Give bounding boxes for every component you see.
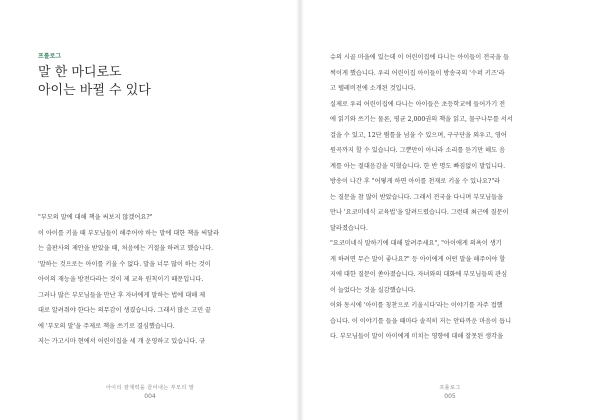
left-page-footer [0, 384, 300, 400]
text-line: 실제로 우리 어린이집에 다니는 아이들은 초등학교에 들어가기 전 [330, 100, 506, 108]
text-line: 다. 부모님들이 말이 아이에게 미치는 영향에 대해 잘못된 생각을 [330, 333, 504, 340]
right-page [300, 0, 600, 420]
page-number: 004 [144, 393, 156, 400]
running-footer: 프롤로그 [439, 385, 461, 391]
text-line: '말하는 것으로는 아이를 키울 수 없다. 말을 너무 많이 하는 것이 [38, 260, 211, 268]
text-line: 에 '부모의 말'을 주제로 책을 쓰기로 결심했습니다. [38, 322, 175, 330]
running-footer: 아이의 잠재력을 끌어내는 부모의 말 [105, 385, 195, 391]
right-body-text [330, 50, 568, 345]
text-line: 이 늘었다는 것을 실감했습니다. [330, 286, 416, 294]
text-line: 달라졌습니다. [330, 224, 368, 232]
text-line: 저는 가고시마 현에서 어린이집을 세 개 운영하고 있습니다. 규 [38, 338, 206, 345]
text-line: 계를 아는 절대음감을 익혔습니다. 한 반 명도 빠짐없이 말입니다. [330, 162, 506, 170]
text-line: 걸을 수 있고, 12단 뜀틀을 넘을 수 있으며, 구구단을 외우고, 영어 [330, 131, 507, 139]
text-line: 아이의 재능을 방전다라는 것이 제 교육 원칙이기 때문입니다. [38, 276, 204, 283]
text-line: "요코미네식 말하기에 대해 알려주세요", "아이에게 의욕이 생기 [330, 240, 502, 247]
text-line: 이와 동시에 '아이를 칭찬으로 키울시다'라는 이야기를 자주 접했 [330, 302, 503, 309]
text-line: 에 읽기와 쓰기는 물론, 평균 2,000권의 책을 읽고, 물구나무를 서서 [330, 116, 513, 123]
title-line: 아이는 바뀔 수 있다 [38, 83, 151, 98]
text-line: 는 출판사의 제안을 받았을 때, 처음에는 거절을 하려고 했습니다. [38, 245, 214, 252]
text-line: 고 텔레비전에 소개된 것입니다. [330, 85, 416, 92]
text-line: 는 질문을 참 많이 받았습니다. 그래서 전국을 다니며 부모님들을 [330, 193, 504, 201]
title-line: 말 한 마디로도 [38, 65, 122, 80]
text-line: 슈의 시골 마을에 있는데 이 어린이집에 다니는 아이들이 전국을 들 [330, 54, 510, 61]
text-line: 원곡까지 할 수 있습니다. 그뿐만이 아니라 소리를 듣기만 해도 음 [330, 147, 506, 154]
text-line: "부모의 말에 대해 책을 써보지 않겠어요?" [38, 214, 153, 221]
text-line: 썩이게 했습니다. 우리 어린이집 아이들이 방송국의 '수퍼 키즈'라 [330, 69, 505, 77]
section-label: 프롤로그 [38, 53, 62, 60]
text-line: 그러나 많은 부모님들을 만난 후 자녀에게 말하는 법에 대해 제 [38, 291, 206, 299]
page-number: 005 [444, 393, 456, 400]
text-line: 게 하려면 무슨 말이 좋나요?" 등 아이에게 어떤 말을 해주어야 할 [330, 255, 506, 263]
right-page-footer [300, 384, 600, 400]
text-line: 지에 대한 질문이 쏟아졌습니다. 자녀와의 대화에 부모님들의 관심 [330, 271, 508, 278]
chapter-title [38, 64, 268, 100]
text-line: 만나 '요코미네식 교육법'을 알려드렸습니다. 그런데 최근에 질문이 [330, 209, 509, 216]
text-line: 이 아이를 키울 때 부모님들이 해주어야 하는 말에 대한 책을 써달라 [38, 229, 220, 237]
text-line: 습니다. 이 이야기를 들을 때마다 솔직히 저는 안타까운 마음이 듭니 [330, 317, 512, 325]
text-line: 방송이 나간 후 "어떻게 하면 아이를 천재로 키울 수 있나요?"라 [330, 178, 501, 185]
text-line: 대로 알려줘야 한다는 의무감이 생겼습니다. 그래서 많은 고민 끝 [38, 307, 212, 314]
left-body-text [38, 210, 276, 350]
